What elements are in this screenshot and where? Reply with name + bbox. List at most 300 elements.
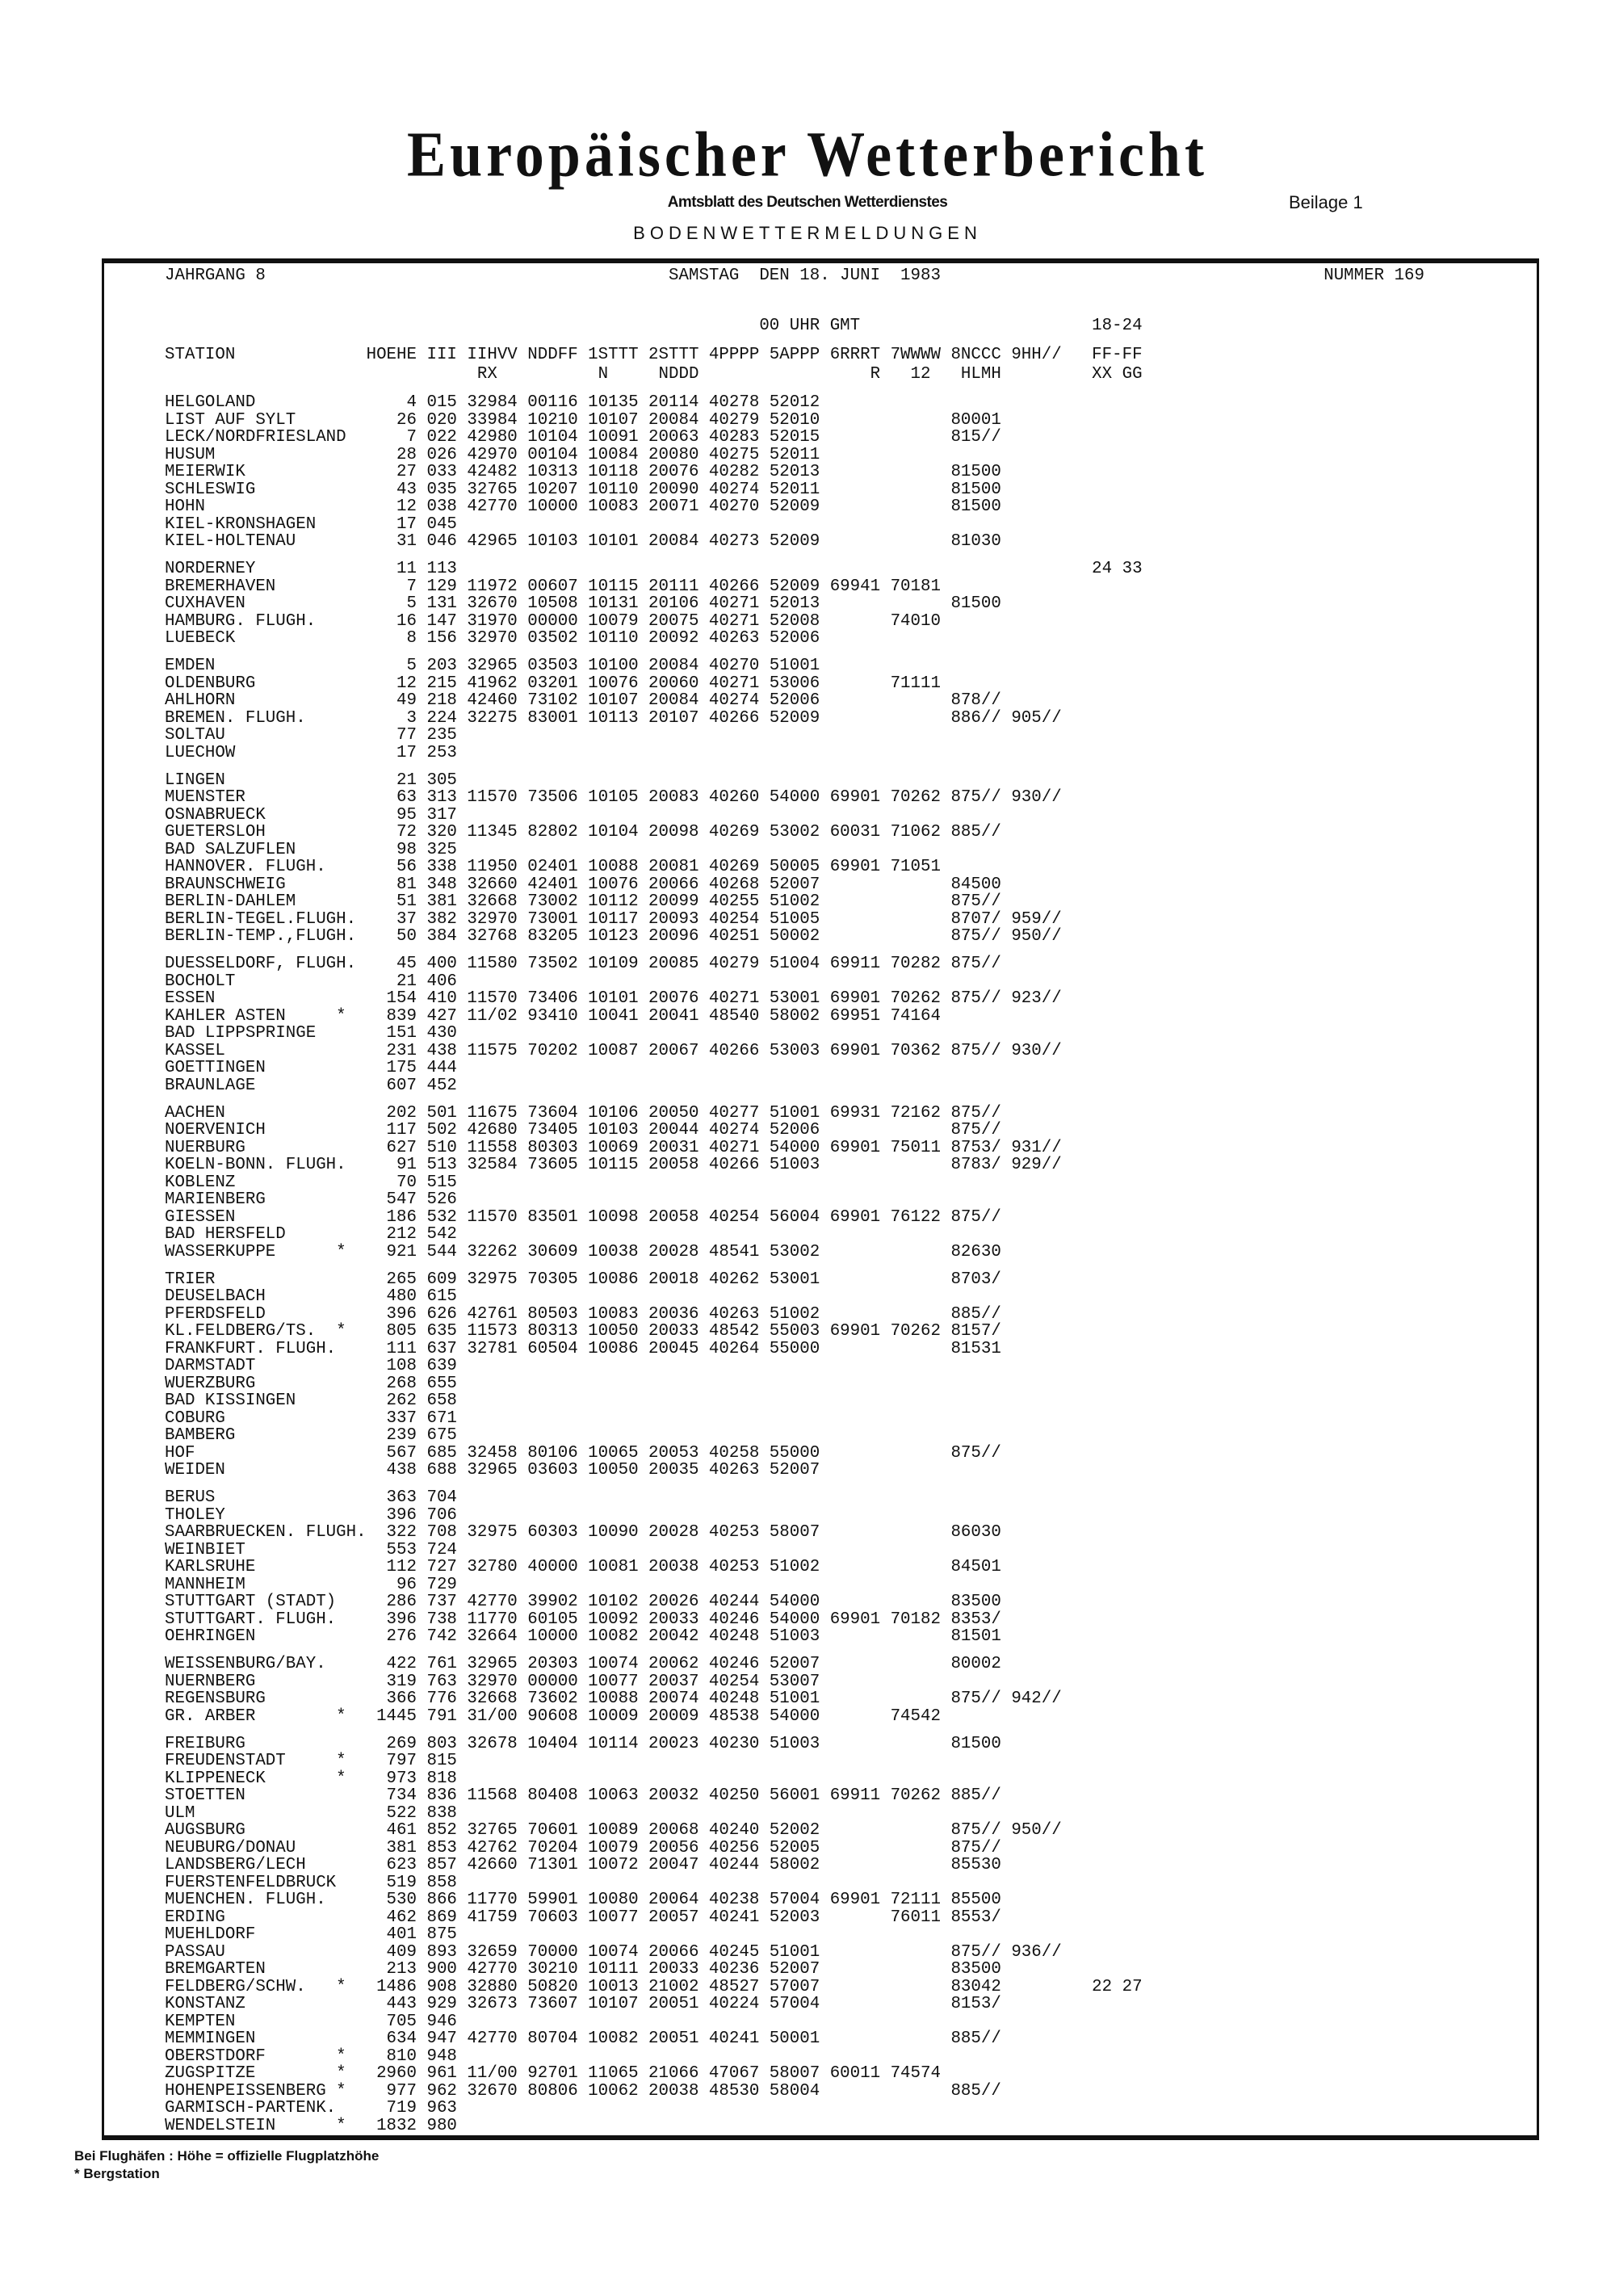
group-5appp: 53002 xyxy=(769,1242,820,1261)
group-2sttt: 20031 xyxy=(648,1138,699,1157)
station-name: WEINBIET xyxy=(165,1540,245,1559)
table-row xyxy=(165,2118,1457,2135)
group-5appp: 52011 xyxy=(769,480,820,499)
group-7wwww: 70282 xyxy=(890,955,941,973)
group-8nccc: 86030 xyxy=(950,1523,1001,1542)
group-iihvv: 32965 xyxy=(467,1655,518,1673)
group-5appp: 52009 xyxy=(769,708,820,728)
elevation: 396 xyxy=(386,1304,417,1324)
mountain-station-marker: * xyxy=(336,1706,346,1726)
group-8nccc: 83042 xyxy=(950,1977,1001,1996)
group-4pppp: 40266 xyxy=(708,1156,760,1174)
elevation: 202 xyxy=(386,1103,417,1123)
station-index: 113 xyxy=(426,560,457,578)
station-name: BAD HERSFELD xyxy=(165,1225,286,1244)
station-name: BAD LIPPSPRINGE xyxy=(165,1024,317,1043)
group-nddff: 82802 xyxy=(527,823,578,842)
group-5appp: 51001 xyxy=(769,1942,820,1962)
group-7wwww: 70262 xyxy=(890,1786,941,1805)
elevation: 705 xyxy=(386,2012,417,2031)
group-iihvv: 32781 xyxy=(467,1339,518,1358)
group-2sttt: 20033 xyxy=(648,1610,699,1629)
group-6rrrt: 69901 xyxy=(829,1207,881,1227)
column-header: 5APPP xyxy=(769,346,820,364)
supplement-label: Beilage 1 xyxy=(1289,192,1363,212)
table-row xyxy=(165,675,1457,693)
table-row xyxy=(165,1174,1457,1192)
station-index: 427 xyxy=(426,1006,457,1026)
group-iihvv: 32765 xyxy=(467,1821,518,1840)
column-header: HOEHE xyxy=(366,346,417,364)
group-5appp: 52008 xyxy=(769,611,820,631)
table-row xyxy=(165,1708,1457,1726)
station-index: 708 xyxy=(426,1523,457,1542)
group-4pppp: 40254 xyxy=(708,1207,760,1227)
station-name: GOETTINGEN xyxy=(165,1059,266,1077)
group-9hh: 929// xyxy=(1011,1156,1062,1174)
elevation: 1832 xyxy=(376,2116,417,2135)
group-nddff: 73406 xyxy=(527,989,578,1008)
elevation: 70 xyxy=(396,1173,417,1192)
group-1sttt: 10041 xyxy=(588,1006,639,1026)
group-5appp: 54000 xyxy=(769,1706,820,1726)
group-2sttt: 20026 xyxy=(648,1593,699,1611)
table-row xyxy=(165,2048,1457,2066)
group-5appp: 53002 xyxy=(769,823,820,842)
group-7wwww: 72111 xyxy=(890,1891,941,1909)
group-nddff: 70204 xyxy=(527,1838,578,1857)
station-index: 305 xyxy=(426,770,457,790)
group-iihvv: 11568 xyxy=(467,1786,518,1805)
elevation: 337 xyxy=(386,1408,417,1428)
table-row xyxy=(165,1156,1457,1174)
table-row xyxy=(165,613,1457,631)
station-index: 015 xyxy=(426,393,457,412)
station-name: AACHEN xyxy=(165,1103,225,1123)
elevation: 3 xyxy=(406,708,417,728)
period-label: 18-24 xyxy=(1092,317,1143,335)
group-nddff: 60504 xyxy=(527,1339,578,1358)
table-row xyxy=(165,1628,1457,1646)
group-1sttt: 10115 xyxy=(588,577,639,596)
table-row xyxy=(165,1008,1457,1026)
elevation: 519 xyxy=(386,1873,417,1892)
group-2sttt: 20036 xyxy=(648,1304,699,1324)
elevation: 977 xyxy=(386,2081,417,2101)
group-8nccc: 875// xyxy=(950,1838,1001,1857)
station-name: HAMBURG. FLUGH. xyxy=(165,611,317,631)
elevation: 7 xyxy=(406,428,417,447)
group-nddff: 73607 xyxy=(527,1995,578,2013)
group-4pppp: 40245 xyxy=(708,1942,760,1962)
elevation: 805 xyxy=(386,1322,417,1341)
station-index: 815 xyxy=(426,1752,457,1770)
group-5appp: 52007 xyxy=(769,1655,820,1673)
table-row xyxy=(165,1427,1457,1445)
elevation: 91 xyxy=(396,1156,417,1174)
elevation: 45 xyxy=(396,955,417,973)
station-index: 961 xyxy=(426,2064,457,2083)
table-row xyxy=(165,1209,1457,1227)
group-iihvv: 42965 xyxy=(467,532,518,551)
group-9hh: 950// xyxy=(1011,1821,1062,1840)
group-2sttt: 20058 xyxy=(648,1207,699,1227)
table-row xyxy=(165,630,1457,648)
elevation: 461 xyxy=(386,1821,417,1840)
group-iihvv: 32970 xyxy=(467,1672,518,1691)
group-iihvv: 11558 xyxy=(467,1138,518,1157)
group-5appp: 56004 xyxy=(769,1207,820,1227)
group-nddff: 00116 xyxy=(527,393,578,412)
group-5appp: 52013 xyxy=(769,463,820,481)
station-name: MUENSTER xyxy=(165,788,245,807)
group-1sttt: 10087 xyxy=(588,1041,639,1060)
station-name: WEIDEN xyxy=(165,1461,225,1480)
group-2sttt: 20038 xyxy=(648,2081,699,2101)
group-iihvv: 32975 xyxy=(467,1523,518,1542)
station-name: KIEL-HOLTENAU xyxy=(165,532,296,551)
group-nddff: 60303 xyxy=(527,1523,578,1542)
group-7wwww: 75011 xyxy=(890,1138,941,1157)
group-5appp: 53007 xyxy=(769,1672,820,1691)
station-index: 980 xyxy=(426,2116,457,2135)
station-name: LIST AUF SYLT xyxy=(165,410,296,430)
station-index: 869 xyxy=(426,1908,457,1927)
station-name: HANNOVER. FLUGH. xyxy=(165,858,326,876)
group-4pppp: 40263 xyxy=(708,1304,760,1324)
elevation: 186 xyxy=(386,1207,417,1227)
group-5appp: 53003 xyxy=(769,1041,820,1060)
group-nddff: 80408 xyxy=(527,1786,578,1805)
elevation: 108 xyxy=(386,1357,417,1375)
group-4pppp: 40255 xyxy=(708,892,760,911)
group-1sttt: 10114 xyxy=(588,1734,639,1753)
table-row xyxy=(165,1656,1457,1673)
group-7wwww: 70262 xyxy=(890,788,941,807)
masthead-title: Europäischer Wetterbericht xyxy=(407,118,1208,190)
group-2sttt: 21066 xyxy=(648,2064,699,2083)
group-iihvv: 42482 xyxy=(467,463,518,481)
group-6rrrt: 69911 xyxy=(829,955,881,973)
group-2sttt: 20085 xyxy=(648,955,699,973)
group-1sttt: 10100 xyxy=(588,657,639,675)
elevation: 112 xyxy=(386,1558,417,1576)
station-index: 502 xyxy=(426,1121,457,1140)
group-1sttt: 10110 xyxy=(588,629,639,648)
column-subheader: R xyxy=(870,365,881,384)
group-5appp: 52009 xyxy=(769,577,820,596)
station-name: BAD KISSINGEN xyxy=(165,1391,296,1410)
group-5appp: 50001 xyxy=(769,2029,820,2048)
station-name: MEIERWIK xyxy=(165,463,245,481)
group-nddff: 83001 xyxy=(527,708,578,728)
elevation: 37 xyxy=(396,909,417,929)
elevation: 151 xyxy=(386,1024,417,1043)
station-name: PFERDSFELD xyxy=(165,1304,266,1324)
table-row xyxy=(165,1244,1457,1261)
station-index: 501 xyxy=(426,1103,457,1123)
elevation: 719 xyxy=(386,2099,417,2118)
elevation: 973 xyxy=(386,1769,417,1788)
station-index: 410 xyxy=(426,989,457,1008)
station-group xyxy=(165,1105,1457,1261)
group-nddff: 80106 xyxy=(527,1443,578,1463)
group-9hh: 931// xyxy=(1011,1138,1062,1157)
group-1sttt: 10103 xyxy=(588,1121,639,1140)
table-row xyxy=(165,1271,1457,1289)
station-group xyxy=(165,1271,1457,1480)
group-2sttt: 20053 xyxy=(648,1443,699,1463)
group-4pppp: 40277 xyxy=(708,1103,760,1123)
group-4pppp: 40248 xyxy=(708,1627,760,1646)
table-row xyxy=(165,842,1457,859)
station-index: 724 xyxy=(426,1540,457,1559)
group-1sttt: 10110 xyxy=(588,480,639,499)
table-row xyxy=(165,876,1457,894)
group-iihvv: 11570 xyxy=(467,989,518,1008)
group-5appp: 56001 xyxy=(769,1786,820,1805)
station-index: 893 xyxy=(426,1942,457,1962)
group-9hh: 942// xyxy=(1011,1689,1062,1708)
group-1sttt: 10082 xyxy=(588,2029,639,2048)
station-group xyxy=(165,1489,1457,1646)
group-4pppp: 40236 xyxy=(708,1960,760,1979)
group-6rrrt: 69941 xyxy=(829,577,881,596)
group-8nccc: 885// xyxy=(950,1304,1001,1324)
group-4pppp: 40266 xyxy=(708,708,760,728)
group-2sttt: 20063 xyxy=(648,428,699,447)
station-name: WEISSENBURG/BAY. xyxy=(165,1655,326,1673)
group-1sttt: 10084 xyxy=(588,445,639,464)
station-name: PASSAU xyxy=(165,1942,225,1962)
station-name: WUERZBURG xyxy=(165,1374,256,1393)
group-2sttt: 20028 xyxy=(648,1523,699,1542)
group-1sttt: 10050 xyxy=(588,1461,639,1480)
group-5appp: 51001 xyxy=(769,657,820,675)
table-row xyxy=(165,1593,1457,1611)
table-row xyxy=(165,1375,1457,1393)
group-iihvv: 32880 xyxy=(467,1977,518,1996)
group-iihvv: 11345 xyxy=(467,823,518,842)
group-4pppp: 40262 xyxy=(708,1270,760,1289)
group-4pppp: 40269 xyxy=(708,858,760,876)
group-5appp: 54000 xyxy=(769,1138,820,1157)
group-iihvv: 11972 xyxy=(467,577,518,596)
group-iihvv: 11575 xyxy=(467,1041,518,1060)
group-iihvv: 31970 xyxy=(467,611,518,631)
group-8nccc: 875// xyxy=(950,955,1001,973)
group-nddff: 10508 xyxy=(527,594,578,613)
mountain-station-marker: * xyxy=(336,1242,346,1261)
group-1sttt: 10086 xyxy=(588,1339,639,1358)
group-8nccc: 875// xyxy=(950,1041,1001,1060)
group-1sttt: 10088 xyxy=(588,858,639,876)
group-2sttt: 20066 xyxy=(648,875,699,894)
station-index: 131 xyxy=(426,594,457,613)
group-iihvv: 42770 xyxy=(467,1960,518,1979)
group-iihvv: 11950 xyxy=(467,858,518,876)
table-row xyxy=(165,789,1457,807)
group-7wwww: 71062 xyxy=(890,823,941,842)
station-name: BRAUNSCHWEIG xyxy=(165,875,286,894)
group-7wwww: 74010 xyxy=(890,611,941,631)
station-index: 224 xyxy=(426,708,457,728)
station-name: COBURG xyxy=(165,1408,225,1428)
group-iihvv: 32780 xyxy=(467,1558,518,1576)
elevation: 28 xyxy=(396,445,417,464)
station-index: 737 xyxy=(426,1593,457,1611)
group-8nccc: 875// xyxy=(950,1942,1001,1962)
group-5appp: 52007 xyxy=(769,1960,820,1979)
station-index: 235 xyxy=(426,726,457,745)
elevation: 5 xyxy=(406,594,417,613)
column-header: FF-FF xyxy=(1092,346,1143,364)
group-2sttt: 20064 xyxy=(648,1891,699,1909)
group-1sttt: 10077 xyxy=(588,1672,639,1691)
group-nddff: 73506 xyxy=(527,788,578,807)
group-4pppp: 40240 xyxy=(708,1821,760,1840)
station-index: 688 xyxy=(426,1461,457,1480)
group-nddff: 50820 xyxy=(527,1977,578,1996)
station-name: FELDBERG/SCHW. xyxy=(165,1977,306,1996)
group-1sttt: 10076 xyxy=(588,875,639,894)
station-index: 761 xyxy=(426,1655,457,1673)
table-row xyxy=(165,1524,1457,1542)
group-4pppp: 48527 xyxy=(708,1977,760,1996)
group-8nccc: 875// xyxy=(950,1821,1001,1840)
group-2sttt: 20050 xyxy=(648,1103,699,1123)
table-row xyxy=(165,745,1457,762)
mountain-station-marker: * xyxy=(336,1006,346,1026)
mountain-station-marker: * xyxy=(336,2046,346,2066)
group-4pppp: 40271 xyxy=(708,611,760,631)
group-8nccc: 875// xyxy=(950,1207,1001,1227)
table-row xyxy=(165,2013,1457,2031)
station-index: 615 xyxy=(426,1287,457,1306)
group-5appp: 58004 xyxy=(769,2081,820,2101)
group-2sttt: 20114 xyxy=(648,393,699,412)
station-name: DEUSELBACH xyxy=(165,1287,266,1306)
mountain-station-marker: * xyxy=(336,1977,346,1996)
elevation: 72 xyxy=(396,823,417,842)
mountain-station-marker: * xyxy=(336,2064,346,2083)
group-8nccc: 875// xyxy=(950,1121,1001,1140)
elevation: 2960 xyxy=(376,2064,417,2083)
station-index: 218 xyxy=(426,691,457,710)
group-5appp: 57004 xyxy=(769,1995,820,2013)
elevation: 95 xyxy=(396,805,417,825)
group-8nccc: 81500 xyxy=(950,480,1001,499)
group-4pppp: 40241 xyxy=(708,2029,760,2048)
group-4pppp: 40273 xyxy=(708,532,760,551)
table-row xyxy=(165,2030,1457,2048)
group-6rrrt: 69901 xyxy=(829,1322,881,1341)
group-6rrrt: 69901 xyxy=(829,1138,881,1157)
station-index: 853 xyxy=(426,1838,457,1857)
group-4pppp: 48540 xyxy=(708,1006,760,1026)
group-4pppp: 40238 xyxy=(708,1891,760,1909)
group-iihvv: 11570 xyxy=(467,788,518,807)
group-5appp: 52012 xyxy=(769,393,820,412)
station-index: 875 xyxy=(426,1925,457,1944)
elevation: 43 xyxy=(396,480,417,499)
group-2sttt: 20076 xyxy=(648,463,699,481)
group-iihvv: 33984 xyxy=(467,410,518,430)
elevation: 63 xyxy=(396,788,417,807)
elevation: 4 xyxy=(406,393,417,412)
elevation: 81 xyxy=(396,875,417,894)
group-1sttt: 10098 xyxy=(588,1207,639,1227)
elevation: 363 xyxy=(386,1488,417,1507)
elevation: 56 xyxy=(396,858,417,876)
station-index: 452 xyxy=(426,1076,457,1095)
group-iihvv: 32975 xyxy=(467,1270,518,1289)
table-row xyxy=(165,928,1457,946)
table-row xyxy=(165,481,1457,499)
station-name: BREMERHAVEN xyxy=(165,577,276,596)
group-4pppp: 40275 xyxy=(708,445,760,464)
station-index: 022 xyxy=(426,428,457,447)
volume: JAHRGANG 8 xyxy=(165,267,266,285)
group-2sttt: 20037 xyxy=(648,1672,699,1691)
elevation: 480 xyxy=(386,1287,417,1306)
station-group xyxy=(165,1656,1457,1725)
group-1sttt: 10109 xyxy=(588,955,639,973)
station-index: 020 xyxy=(426,410,457,430)
table-row xyxy=(165,1410,1457,1428)
group-2sttt: 20084 xyxy=(648,410,699,430)
group-4pppp: 40263 xyxy=(708,1461,760,1480)
group-iihvv: 42761 xyxy=(467,1304,518,1324)
group-2sttt: 20028 xyxy=(648,1242,699,1261)
group-8nccc: 815// xyxy=(950,428,1001,447)
group-nddff: 73604 xyxy=(527,1103,578,1123)
station-index: 655 xyxy=(426,1374,457,1393)
group-nddff: 73602 xyxy=(527,1689,578,1708)
group-5appp: 52006 xyxy=(769,691,820,710)
group-2sttt: 20080 xyxy=(648,445,699,464)
table-row xyxy=(165,1926,1457,1944)
group-5appp: 52002 xyxy=(769,1821,820,1840)
column-subheader: RX xyxy=(476,365,497,384)
group-8nccc: 80001 xyxy=(950,410,1001,430)
station-group xyxy=(165,560,1457,648)
mountain-station-marker: * xyxy=(336,2081,346,2101)
elevation: 921 xyxy=(386,1242,417,1261)
group-5appp: 52007 xyxy=(769,875,820,894)
group-7wwww: 74542 xyxy=(890,1706,941,1726)
station-name: AUGSBURG xyxy=(165,1821,245,1840)
issue-number: NUMMER 169 xyxy=(1323,267,1425,285)
station-index: 727 xyxy=(426,1558,457,1576)
station-index: 675 xyxy=(426,1426,457,1445)
group-1sttt: 10101 xyxy=(588,989,639,1008)
group-5appp: 54000 xyxy=(769,788,820,807)
table-row xyxy=(165,1507,1457,1525)
group-8nccc: 885// xyxy=(950,1786,1001,1805)
group-nddff: 59901 xyxy=(527,1891,578,1909)
footnote-mountain-station: * Bergstation xyxy=(74,2166,160,2181)
station-group xyxy=(165,955,1457,1094)
elevation: 409 xyxy=(386,1942,417,1962)
group-8nccc: 886// xyxy=(950,708,1001,728)
group-nddff: 71301 xyxy=(527,1856,578,1874)
group-7wwww: 74164 xyxy=(890,1006,941,1026)
group-8nccc: 875// xyxy=(950,1103,1001,1123)
elevation: 7 xyxy=(406,577,417,596)
group-7wwww: 70181 xyxy=(890,577,941,596)
elevation: 17 xyxy=(396,514,417,534)
